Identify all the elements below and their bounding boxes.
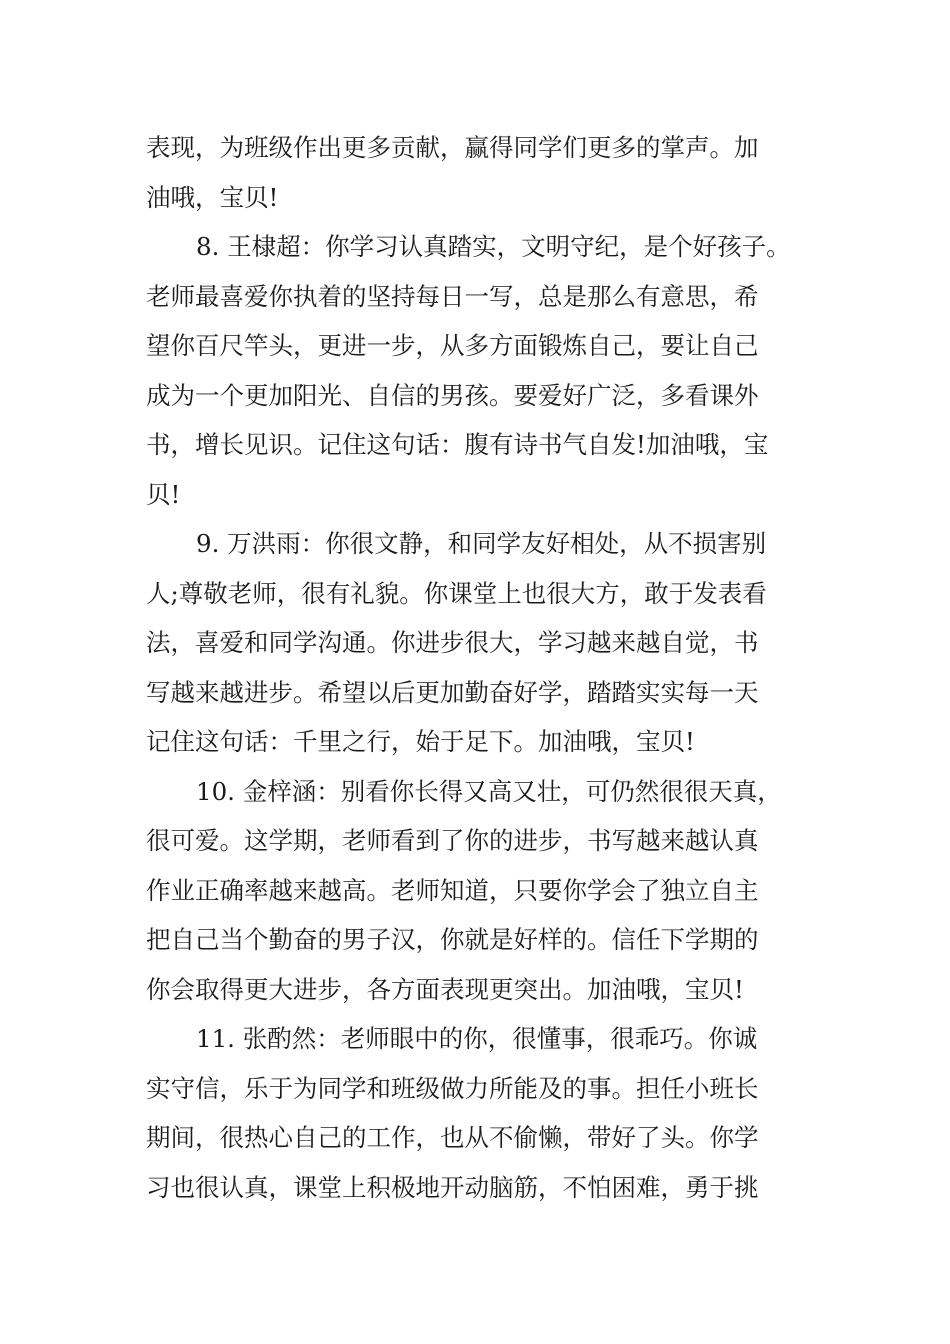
text-line: 期间，很热心自己的工作，也从不偷懒，带好了头。你学 (146, 1123, 759, 1152)
text-line: 法，喜爱和同学沟通。你进步很大，学习越来越自觉，书 (146, 628, 759, 657)
document-body (146, 123, 836, 1212)
text-line: 记住这句话：千里之行，始于足下。加油哦，宝贝! (146, 727, 695, 756)
paragraph-start-line: 11. 张酌然：老师眼中的你，很懂事，很乖巧。你诚 (196, 1024, 758, 1053)
text-line: 书，增长见识。记住这句话：腹有诗书气自发!加油哦，宝 (146, 430, 769, 459)
text-line: 贝! (146, 479, 181, 509)
text-line: 作业正确率越来越高。老师知道，只要你学会了独立自主 (146, 875, 759, 905)
text-line: 人;尊敬老师，很有礼貌。你课堂上也很大方，敢于发表看 (146, 578, 767, 608)
text-line: 油哦，宝贝! (146, 182, 279, 212)
text-line: 表现，为班级作出更多贡献，赢得同学们更多的掌声。加 (146, 133, 759, 162)
paragraph-start-line: 8. 王棣超：你学习认真踏实，文明守纪，是个好孩子。 (196, 232, 791, 261)
paragraph-start-line: 9. 万洪雨：你很文静，和同学友好相处，从不损害别 (196, 529, 767, 558)
text-line: 望你百尺竿头，更进一步，从多方面锻炼自己，要让自己 (146, 331, 759, 360)
text-line: 老师最喜爱你执着的坚持每日一写，总是那么有意思，希 (146, 281, 759, 311)
text-line: 很可爱。这学期，老师看到了你的进步，书写越来越认真 (146, 826, 759, 855)
paragraph-start-line: 10. 金梓涵：别看你长得又高又壮，可仍然很很天真， (196, 776, 782, 806)
text-line: 你会取得更大进步，各方面表现更突出。加油哦，宝贝! (146, 974, 744, 1004)
text-line: 把自己当个勤奋的男子汉，你就是好样的。信任下学期的 (146, 925, 759, 954)
text-line: 实守信，乐于为同学和班级做力所能及的事。担任小班长 (146, 1073, 759, 1103)
text-line: 写越来越进步。希望以后更加勤奋好学，踏踏实实每一天 (146, 677, 759, 707)
text-line: 成为一个更加阳光、自信的男孩。要爱好广泛，多看课外 (146, 380, 759, 410)
text-line: 习也很认真，课堂上积极地开动脑筋，不怕困难，勇于挑 (146, 1172, 759, 1202)
